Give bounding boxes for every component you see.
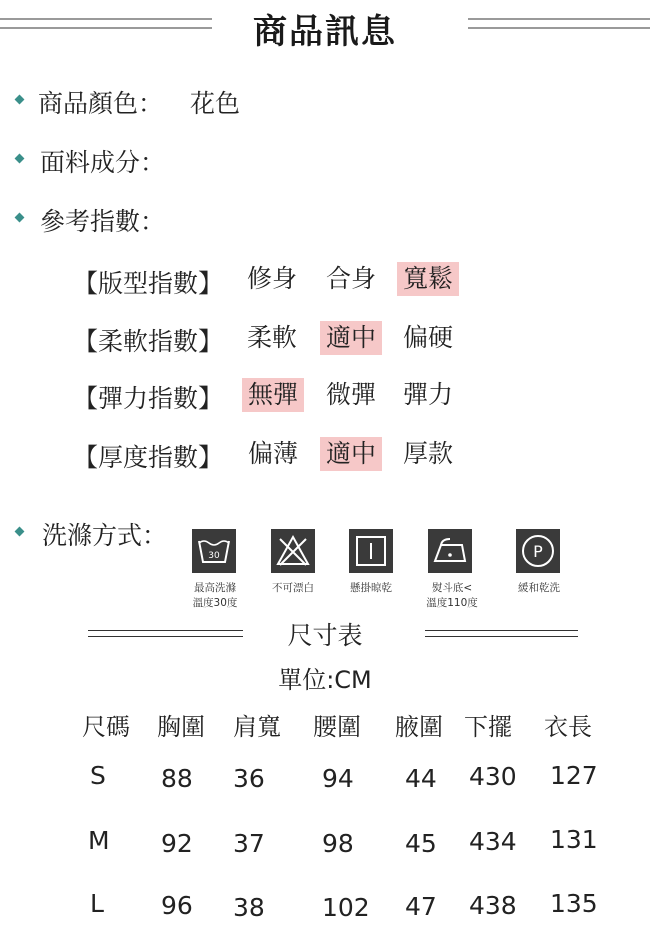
table-cell: 94 [322, 764, 354, 793]
bullet-icon [15, 527, 25, 537]
table-cell: 38 [233, 893, 265, 922]
dry-clean-icon [516, 529, 560, 573]
size-table-title: 尺寸表 [287, 621, 363, 650]
table-cell: 37 [233, 829, 265, 858]
table-cell: 102 [322, 893, 370, 922]
table-cell: 434 [469, 827, 517, 856]
caption-line: 溫度110度 [426, 597, 478, 609]
index-option: 柔軟 [247, 323, 298, 352]
caption-line: 緩和乾洗 [518, 582, 560, 594]
wash-caption [508, 581, 570, 596]
table-cell: 92 [161, 829, 193, 858]
index-label: 【版型指數】 [73, 269, 224, 298]
caption-line: 熨斗底< [431, 582, 473, 594]
caption-line: 溫度30度 [192, 597, 238, 609]
index-option: 無彈 [242, 378, 304, 412]
reference-label: 參考指數： [40, 207, 166, 236]
index-option: 合身 [326, 264, 377, 293]
index-option: 適中 [320, 321, 382, 355]
dry-clean-letter: P [533, 542, 543, 561]
table-cell: 98 [322, 829, 354, 858]
hang-dry-icon [349, 529, 393, 573]
wash-caption [420, 581, 484, 611]
size-unit: 單位:CM [278, 666, 372, 694]
column-header: 腰圍 [313, 713, 361, 741]
table-cell: S [90, 761, 106, 790]
table-cell: 438 [469, 891, 517, 920]
index-option: 適中 [320, 437, 382, 471]
column-header: 胸圍 [157, 713, 205, 741]
table-cell: 127 [550, 761, 598, 790]
column-header: 尺碼 [82, 713, 130, 741]
index-option: 厚款 [403, 439, 454, 468]
table-cell: M [88, 826, 110, 855]
table-cell: 45 [405, 829, 437, 858]
wash-label: 洗滌方式： [42, 521, 168, 550]
index-option: 偏薄 [248, 439, 299, 468]
table-cell: 47 [405, 892, 437, 921]
index-option: 彈力 [403, 380, 454, 409]
index-option: 偏硬 [403, 323, 454, 352]
table-cell: 44 [405, 764, 437, 793]
column-header: 下擺 [464, 713, 512, 741]
table-cell: 135 [550, 889, 598, 918]
wash-temp-text: 30 [208, 551, 220, 561]
caption-line: 懸掛晾乾 [350, 582, 392, 594]
table-cell: 131 [550, 825, 598, 854]
table-cell: 88 [161, 764, 193, 793]
wash-caption [340, 581, 402, 596]
table-cell: 36 [233, 764, 265, 793]
index-label: 【厚度指數】 [73, 443, 224, 472]
table-cell: L [90, 889, 104, 918]
index-label: 【彈力指數】 [73, 384, 224, 413]
wash-caption [184, 581, 246, 611]
caption-line: 不可漂白 [272, 582, 314, 594]
index-label: 【柔軟指數】 [73, 327, 224, 356]
bullet-icon [15, 213, 25, 223]
wash-30-icon [192, 529, 236, 573]
table-cell: 430 [469, 762, 517, 791]
index-option: 微彈 [326, 380, 377, 409]
wash-caption [262, 581, 324, 596]
no-bleach-icon [271, 529, 315, 573]
index-option: 修身 [247, 264, 298, 293]
iron-icon [428, 529, 472, 573]
index-option: 寬鬆 [397, 262, 459, 296]
bullet-icon [15, 154, 25, 164]
column-header: 肩寬 [233, 713, 281, 741]
color-label: 商品顏色： [38, 89, 164, 118]
table-cell: 96 [161, 891, 193, 920]
bullet-icon [15, 95, 25, 105]
fabric-label: 面料成分： [40, 148, 166, 177]
column-header: 衣長 [544, 713, 592, 741]
page-title: 商品訊息 [253, 12, 397, 52]
caption-line: 最高洗滌 [194, 582, 236, 594]
color-value: 花色 [190, 89, 241, 118]
column-header: 腋圍 [395, 713, 443, 741]
